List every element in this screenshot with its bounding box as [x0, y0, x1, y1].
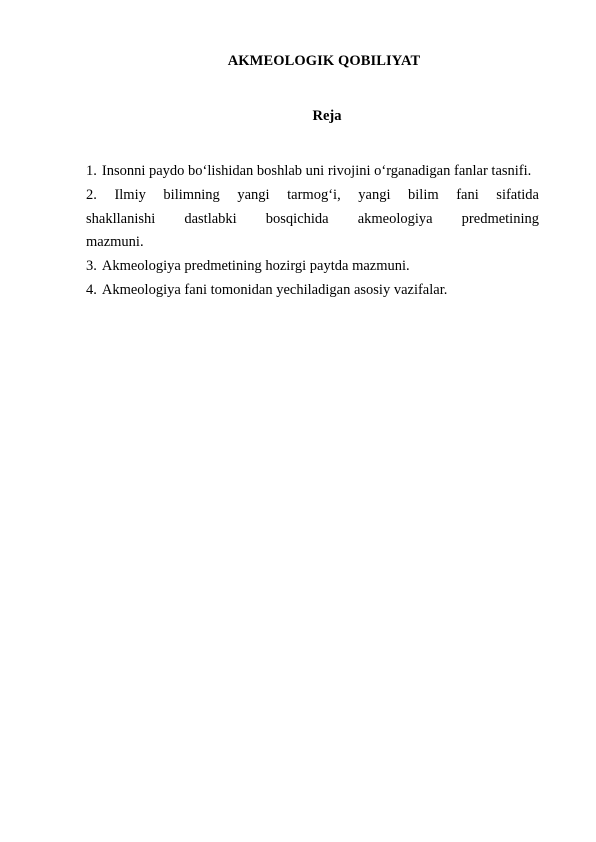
plan-item-3 [86, 255, 539, 279]
plan-item-text: Insonni paydo bo‘lishidan boshlab uni rivojini o‘rganadigan fanlar tasnifi. [101, 163, 532, 179]
plan-item-number: 2. [86, 186, 97, 203]
plan-item-text: Akmeologiya fani tomonidan yechiladigan asosiy vazifalar. [101, 281, 448, 298]
plan-item-text-line-3: mazmuni. [86, 234, 144, 251]
plan-item-4 [86, 279, 539, 303]
plan-item-line [86, 231, 539, 255]
plan-item-number: 1. [86, 163, 97, 179]
plan-item-line [86, 184, 539, 208]
document-title: AKMEOLOGIK QOBILIYAT [227, 53, 421, 69]
plan-item-number: 3. [86, 258, 97, 275]
plan-item-line [86, 208, 539, 232]
plan-item-text: Akmeologiya predmetining hozirgi paytda mazmuni. [101, 258, 410, 275]
plan-item-text-line-2: shakllanishi dastlabki bosqichida akmeologiya predmetining [86, 210, 539, 227]
plan-item-2 [86, 184, 539, 255]
plan-item-1 [86, 160, 539, 184]
plan-heading: Reja [312, 108, 342, 124]
plan-item-text-line-1: Ilmiy bilimning yangi tarmog‘i, yangi bilim fani sifatida [114, 186, 539, 203]
plan-list [86, 160, 539, 303]
plan-item-number: 4. [86, 281, 97, 298]
